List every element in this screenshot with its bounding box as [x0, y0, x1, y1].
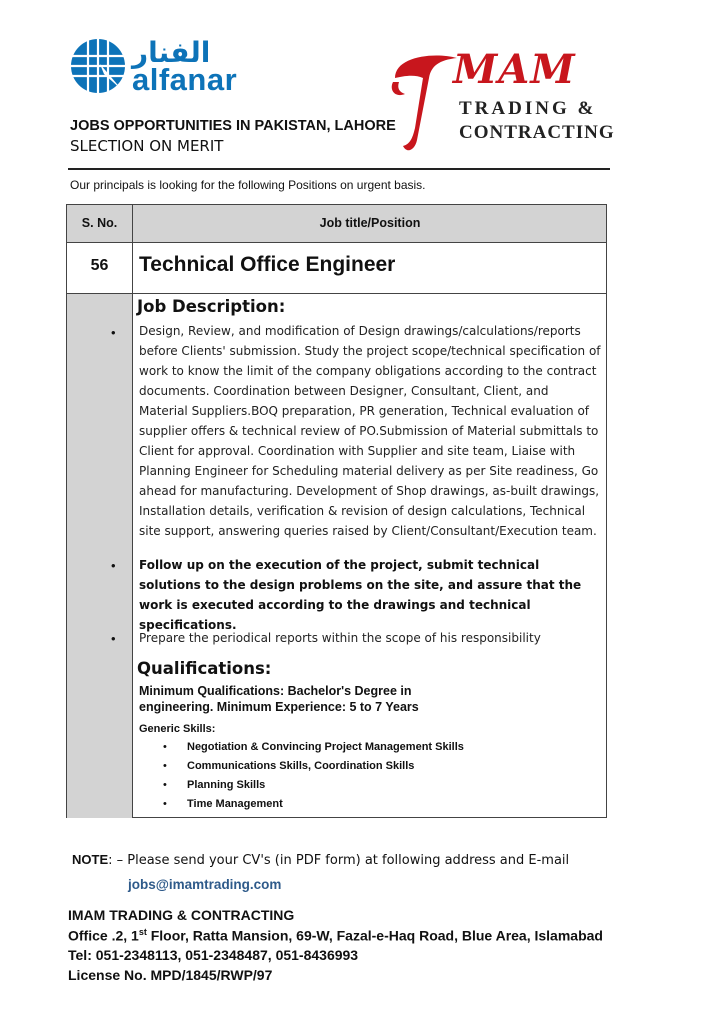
serial-number: 56 [90, 257, 109, 274]
address-superscript: st [138, 927, 147, 937]
bullet-icon: • [163, 760, 167, 772]
bullet-icon: • [111, 558, 116, 573]
column-divider [132, 205, 133, 817]
license-number: License No. MPD/1845/RWP/97 [68, 967, 273, 983]
row-divider [67, 242, 606, 243]
imam-wordmark: MAM [453, 46, 576, 93]
address-rest: Floor, Ratta Mansion, 69-W, Fazal-e-Haq Road, Blue Area, Islamabad [146, 927, 603, 944]
bullet-icon: • [111, 631, 116, 646]
contact-email-link[interactable]: jobs@imamtrading.com [128, 877, 282, 892]
globe-icon [70, 38, 126, 94]
description-item: Follow up on the execution of the project, submit technical solutions to the design problems on the site, and assure that the work is executed according to the drawings and technical specifications. [139, 558, 582, 632]
note-text [72, 852, 569, 868]
minimum-qualifications: Minimum Qualifications: Bachelor's Degree in engineering. Minimum Experience: 5 to 7 Years [139, 684, 419, 714]
header-divider [68, 168, 610, 170]
sno-column-shade [67, 293, 132, 818]
job-table [66, 204, 607, 818]
imam-logo [385, 48, 625, 158]
qualifications-title: Qualifications: [137, 659, 272, 678]
imam-trading-text: TRADING & [459, 98, 597, 119]
job-title: Technical Office Engineer [139, 253, 396, 276]
title-column-header: Job title/Position [319, 216, 421, 230]
description-item: Prepare the periodical reports within the scope of his responsibility [139, 631, 541, 645]
bullet-icon: • [111, 325, 116, 340]
sno-column-header: S. No. [81, 216, 118, 230]
bullet-icon: • [163, 741, 167, 753]
bullet-icon: • [163, 798, 167, 810]
address-prefix: Office .2, 1 [68, 927, 139, 944]
page-subheading: SLECTION ON MERIT [70, 137, 224, 155]
imam-contracting-text: CONTRACTING [459, 122, 615, 143]
note-body: : – Please send your CV's (in PDF form) at following address and E-mail [108, 853, 570, 868]
alfanar-logo [70, 36, 270, 96]
company-name: IMAM TRADING & CONTRACTING [68, 907, 295, 923]
company-address [68, 927, 603, 944]
skill-item: Negotiation & Convincing Project Management Skills [187, 741, 464, 753]
note-label: NOTE [72, 852, 109, 867]
skill-item: Planning Skills [187, 779, 266, 791]
company-phone: Tel: 051-2348113, 051-2348487, 051-8436993 [68, 947, 359, 963]
row-divider [67, 293, 606, 294]
bullet-icon: • [163, 779, 167, 791]
page-heading: JOBS OPPORTUNITIES IN PAKISTAN, LAHORE [70, 118, 396, 134]
skill-item: Communications Skills, Coordination Skills [187, 760, 415, 772]
skill-item: Time Management [187, 798, 283, 810]
job-description-title: Job Description: [137, 297, 286, 316]
generic-skills-title: Generic Skills: [139, 723, 216, 735]
alfanar-arabic-wordmark: الفنار [132, 36, 211, 69]
intro-text: Our principals is looking for the following Positions on urgent basis. [70, 178, 426, 192]
alfanar-wordmark: alfanar [132, 62, 238, 97]
description-item: Design, Review, and modification of Design drawings/calculations/reports before Clients' submission. Study the project scope/technical specification of work to know the limit of the company obligations according to the contract documents. Coordination between Designer, Consultant, Client, and Material Suppliers.BOQ preparation, PR generation, Technical evaluation of supplier offers & technical review of PO.Submission of Material submittals to Client for approval. Coordination with Supplier and site team, Liaise with Planning Engineer for Scheduling material delivery as per Site readiness, Go ahead for manufacturing. Development of Shop drawings, as-built drawings, Installation details, verification & revision of design calculations, Technical site support, answering queries raised by Client/Consultant/Execution team. [139, 324, 601, 538]
